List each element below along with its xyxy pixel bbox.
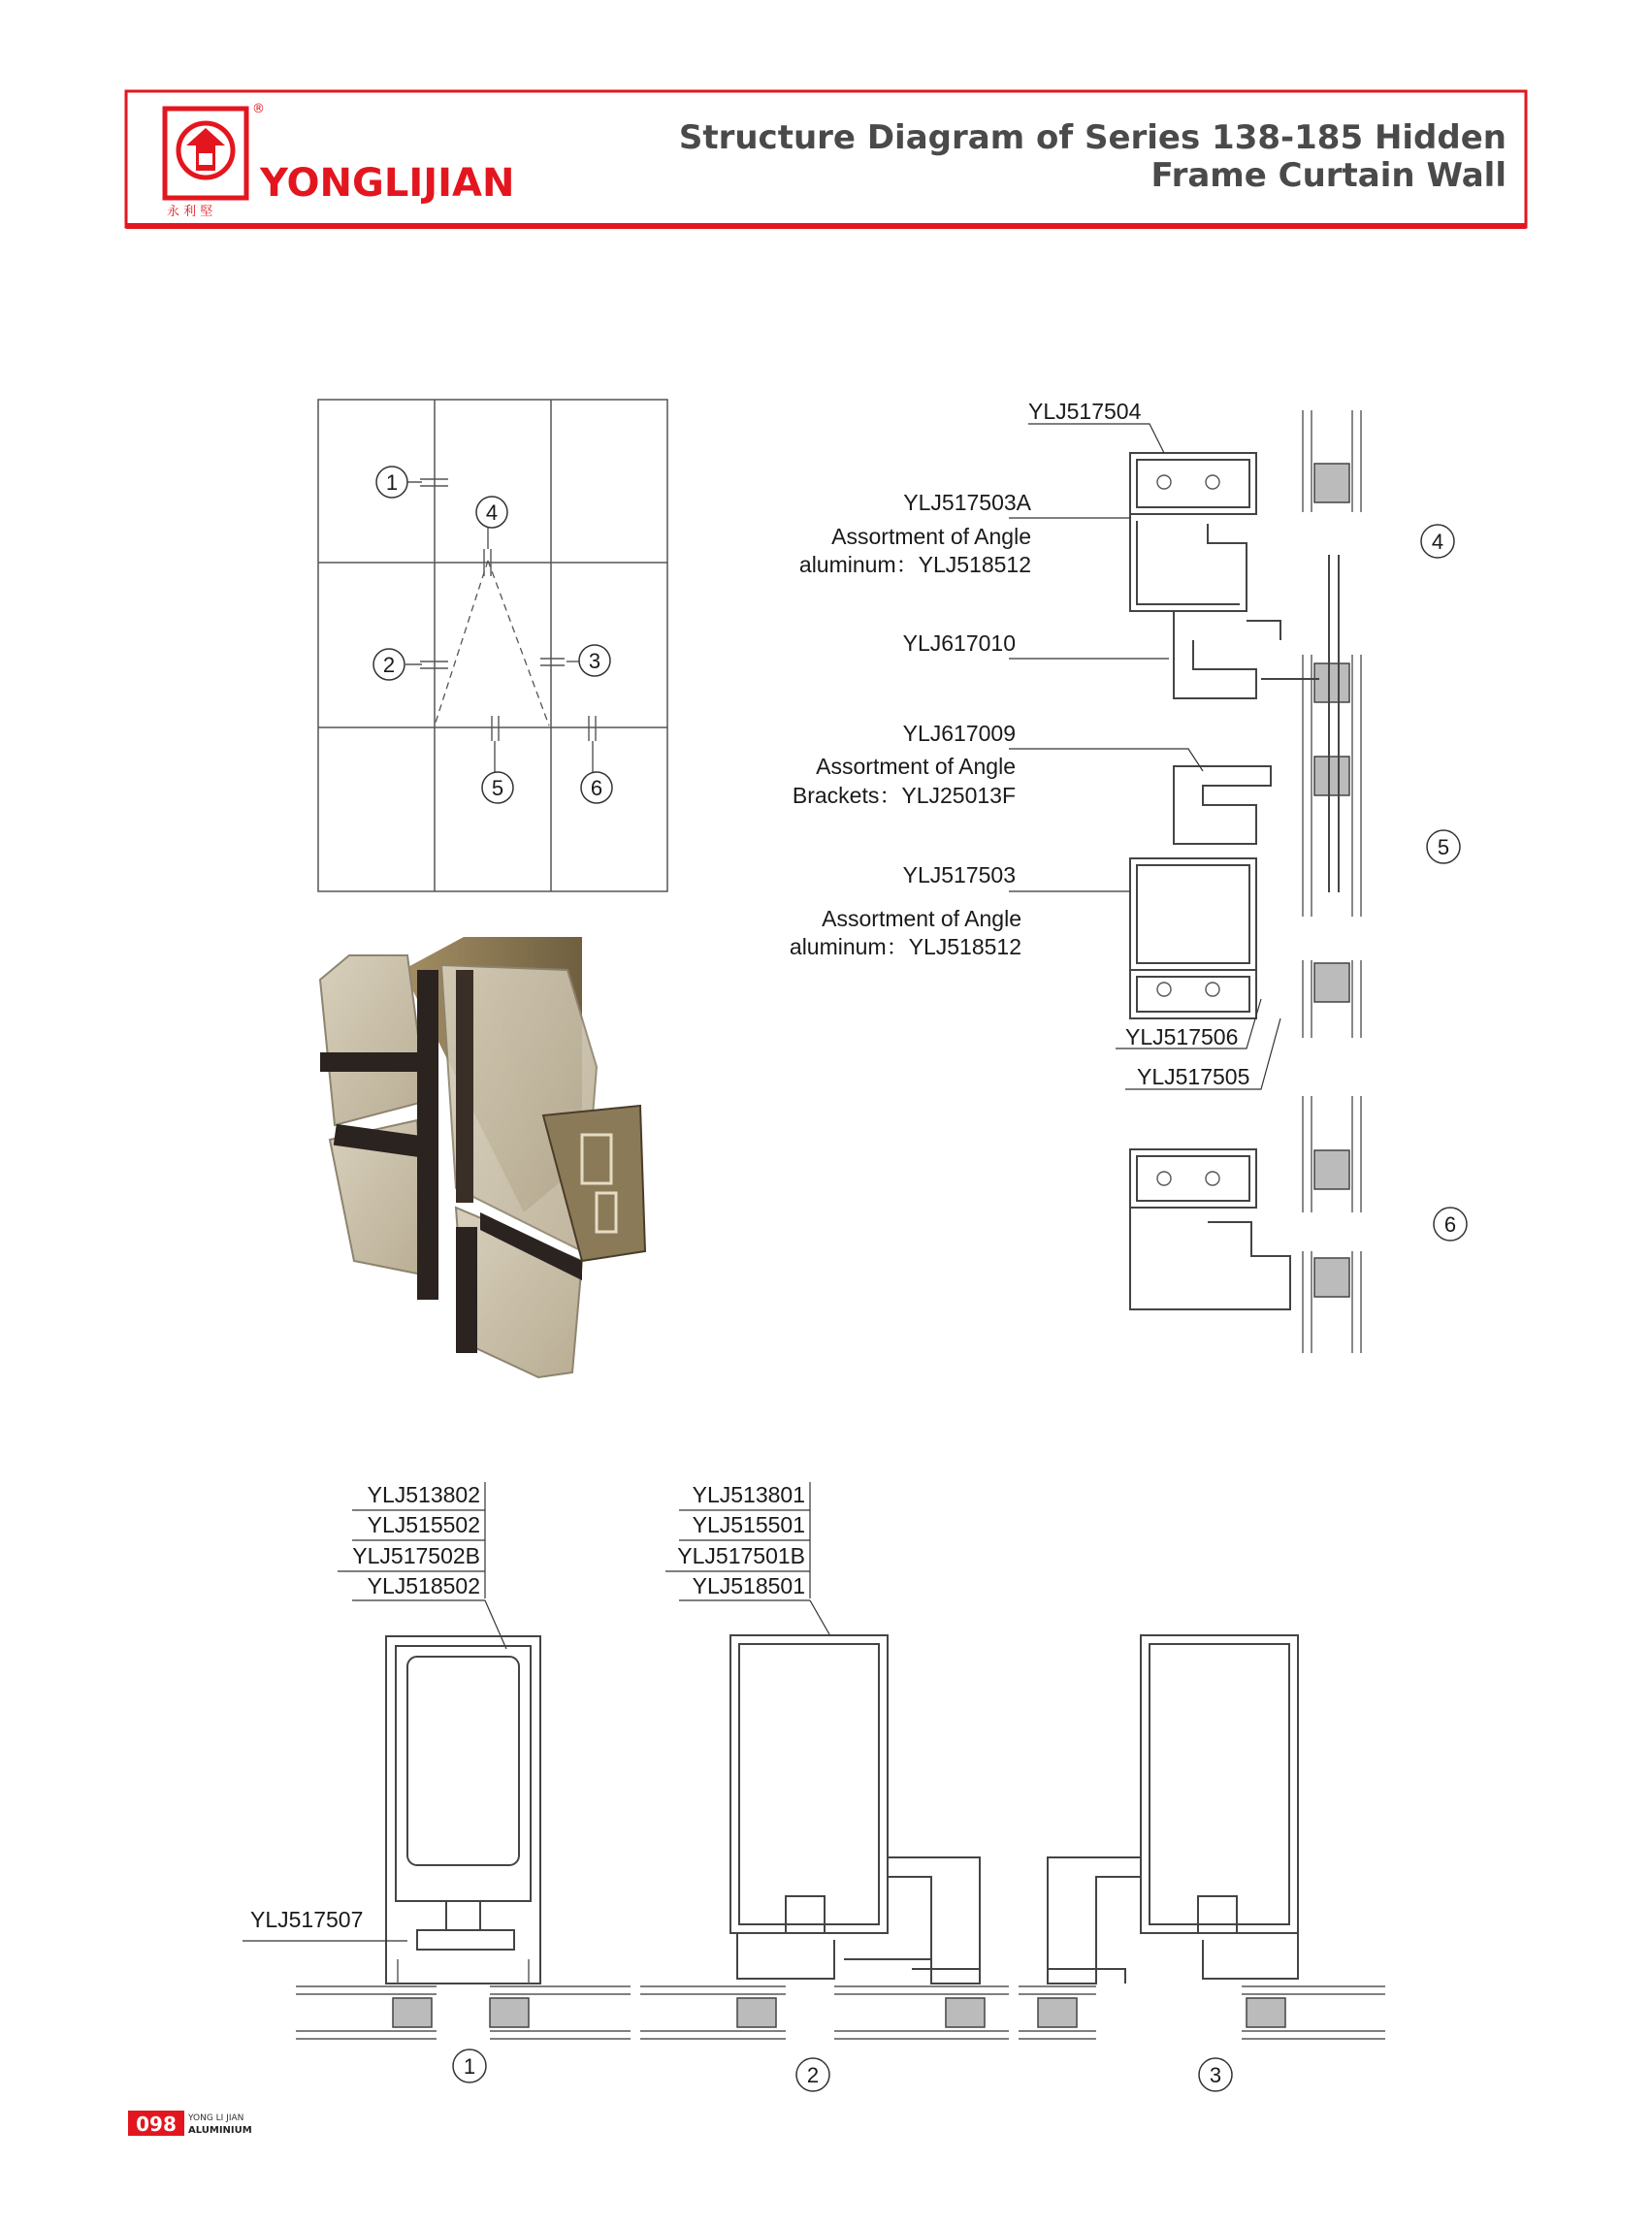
label-YLJ513801: YLJ513801 — [692, 1482, 805, 1507]
svg-text:6: 6 — [590, 776, 603, 800]
svg-text:5: 5 — [491, 776, 504, 800]
label-angle-brackets-line2: Brackets：YLJ25013F — [792, 783, 1016, 808]
label-YLJ517503: YLJ517503 — [902, 862, 1016, 887]
footer-company-line1: YONG LI JIAN — [188, 2113, 244, 2123]
svg-text:3: 3 — [588, 649, 601, 673]
page-title-line1: Structure Diagram of Series 138-185 Hidden — [678, 118, 1506, 157]
elevation-marker-6 — [581, 772, 612, 803]
label-angle-aluminum-lower-line2: aluminum：YLJ518512 — [789, 934, 1021, 959]
transom-profile-lower — [1130, 1149, 1290, 1309]
footer-company-line2: ALUMINIUM — [188, 2125, 252, 2136]
brand-name: YONGLIJIAN — [260, 161, 515, 206]
elevation-marker-5 — [482, 772, 513, 803]
vertical-section-marker-6 — [1434, 1208, 1467, 1241]
horizontal-section-diagram — [243, 1482, 1385, 2091]
label-angle-aluminum-upper-line1: Assortment of Angle — [831, 524, 1031, 549]
elevation-marker-1 — [376, 467, 407, 498]
elevation-marker-3 — [579, 645, 610, 676]
label-group-1 — [338, 1482, 506, 1649]
registered-mark: ® — [252, 102, 265, 116]
svg-text:3: 3 — [1209, 2063, 1222, 2087]
company-logo — [165, 102, 265, 219]
label-YLJ517505: YLJ517505 — [1137, 1064, 1250, 1089]
elevation-marker-4 — [476, 497, 507, 528]
label-angle-aluminum-upper-line2: aluminum：YLJ518512 — [798, 552, 1031, 577]
label-YLJ515501: YLJ515501 — [692, 1512, 805, 1537]
svg-text:4: 4 — [1431, 530, 1444, 554]
label-angle-brackets-line1: Assortment of Angle — [816, 754, 1016, 779]
curtain-wall-3d-illustration — [320, 937, 645, 1377]
glass-spacers-horizontal — [393, 1998, 1285, 2027]
mullion-section-2 — [730, 1635, 980, 1984]
brand-chinese: 永 利 堅 — [167, 205, 213, 219]
label-YLJ515502: YLJ515502 — [367, 1512, 480, 1537]
vertical-section-marker-4 — [1421, 525, 1454, 558]
svg-text:6: 6 — [1443, 1212, 1457, 1237]
label-YLJ517503A: YLJ517503A — [903, 490, 1031, 515]
label-YLJ517501B: YLJ517501B — [677, 1543, 805, 1568]
elevation-diagram — [318, 400, 667, 891]
transom-profile-upper — [1130, 453, 1339, 892]
svg-text:4: 4 — [485, 500, 499, 525]
label-angle-aluminum-lower-line1: Assortment of Angle — [822, 906, 1021, 931]
label-group-2 — [665, 1482, 829, 1634]
horizontal-section-marker-1 — [453, 2049, 486, 2082]
mullion-section-1 — [243, 1636, 540, 1984]
elevation-marker-2 — [373, 649, 405, 680]
svg-text:5: 5 — [1437, 835, 1450, 859]
glass-panels-horizontal — [296, 1986, 1385, 2039]
svg-text:2: 2 — [382, 653, 396, 677]
vertical-section-diagram — [790, 399, 1467, 1353]
label-YLJ513802: YLJ513802 — [367, 1482, 480, 1507]
glass-spacers — [1314, 464, 1349, 1297]
svg-text:1: 1 — [463, 2054, 476, 2079]
transom-profile-middle — [1130, 766, 1271, 1018]
label-YLJ617009: YLJ617009 — [902, 721, 1016, 746]
horizontal-section-marker-2 — [796, 2058, 829, 2091]
mullion-section-3 — [1048, 1635, 1298, 1984]
label-YLJ518501: YLJ518501 — [692, 1573, 805, 1598]
page-footer — [128, 2111, 252, 2136]
svg-text:2: 2 — [806, 2063, 820, 2087]
label-YLJ617010: YLJ617010 — [902, 630, 1016, 656]
page-header — [126, 91, 1526, 227]
label-YLJ518502: YLJ518502 — [367, 1573, 480, 1598]
label-YLJ517504: YLJ517504 — [1028, 399, 1142, 424]
page-title-line2: Frame Curtain Wall — [1150, 156, 1506, 195]
horizontal-section-marker-3 — [1199, 2058, 1232, 2091]
vertical-section-marker-5 — [1427, 830, 1460, 863]
page-number: 098 — [136, 2113, 177, 2136]
label-YLJ517502B: YLJ517502B — [352, 1543, 480, 1568]
label-YLJ517507: YLJ517507 — [250, 1907, 364, 1932]
svg-text:1: 1 — [385, 470, 399, 495]
label-YLJ517506: YLJ517506 — [1125, 1024, 1239, 1049]
